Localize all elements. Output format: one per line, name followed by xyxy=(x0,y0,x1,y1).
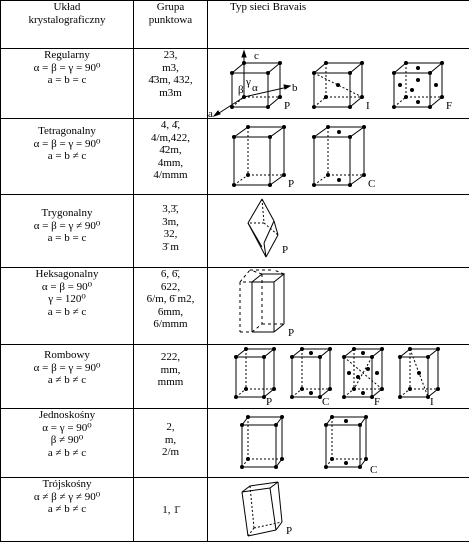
system-condition: a ≠ b ≠ c xyxy=(1,447,133,460)
system-condition: a ≠ b ≠ c xyxy=(1,503,133,516)
header-system-line1: Układ xyxy=(1,1,133,14)
point-group: m, xyxy=(134,434,207,447)
point-group: 1, 1̄ xyxy=(134,504,207,517)
system-cell xyxy=(1,119,134,195)
angle-label-alpha: α xyxy=(252,82,258,94)
point-group: m3m xyxy=(134,87,207,100)
system-name: Trygonalny xyxy=(1,207,133,220)
system-condition: a = b = c xyxy=(1,232,133,245)
lattice-label: I xyxy=(366,100,370,112)
system-cell xyxy=(1,345,134,409)
system-cell xyxy=(1,409,134,478)
system-condition: a = b ≠ c xyxy=(1,150,133,163)
row-triclinic xyxy=(1,478,469,542)
system-name: Rombowy xyxy=(1,349,133,362)
trigonal-lattice-drawing xyxy=(208,195,469,268)
system-condition: α = β = γ ≠ 90⁰ xyxy=(1,220,133,233)
system-name: Jednoskośny xyxy=(1,409,133,422)
row-orthorhombic xyxy=(1,345,469,409)
lattice-label: C xyxy=(370,464,377,476)
lattice-label: C xyxy=(322,396,329,408)
point-group: 6/mmm xyxy=(134,318,207,331)
row-tetragonal xyxy=(1,119,469,195)
angle-label-gamma: γ xyxy=(245,76,251,88)
system-condition: a = b = c xyxy=(1,74,133,87)
lattice-cell xyxy=(208,478,469,542)
point-group: 3m, xyxy=(134,216,207,229)
point-group: 23, xyxy=(134,49,207,62)
lattice-label: C xyxy=(368,178,375,190)
header-group-line1: Grupa xyxy=(134,1,207,14)
system-condition: a ≠ b ≠ c xyxy=(1,374,133,387)
point-group: 4, 4̄, xyxy=(134,119,207,132)
orthorhombic-lattices-drawing xyxy=(208,345,469,409)
lattice-cell xyxy=(208,409,469,478)
lattice-label: P xyxy=(288,327,294,339)
header-system xyxy=(1,1,134,49)
header-group-line2: punktowa xyxy=(134,14,207,27)
angle-label-beta: β xyxy=(238,84,244,96)
tetragonal-c-lattice xyxy=(314,127,364,185)
point-group: 2/m xyxy=(134,446,207,459)
lattice-label: P xyxy=(286,525,292,537)
monoclinic-lattices-drawing xyxy=(208,409,469,478)
system-name: Regularny xyxy=(1,49,133,62)
tetragonal-lattices-drawing xyxy=(208,119,469,195)
system-condition: α = β = γ = 90⁰ xyxy=(1,138,133,151)
system-condition: γ = 120⁰ xyxy=(1,293,133,306)
hexagonal-lattice-drawing xyxy=(208,268,469,345)
point-group: 4̄3m, 432, xyxy=(134,74,207,87)
triclinic-p-lattice xyxy=(242,482,282,536)
system-condition: α = β = γ = 90⁰ xyxy=(1,62,133,75)
hexagonal-p-lattice xyxy=(240,270,284,332)
row-trigonal xyxy=(1,195,469,268)
point-group: mm, xyxy=(134,364,207,377)
axis-label-b: b xyxy=(292,82,298,94)
point-group: 4mm, xyxy=(134,157,207,170)
header-row xyxy=(1,1,469,49)
lattice-label: P xyxy=(282,244,288,256)
trigonal-p-lattice xyxy=(248,199,278,257)
point-group: 4̄2m, xyxy=(134,144,207,157)
group-cell xyxy=(134,49,208,119)
system-cell xyxy=(1,268,134,345)
point-group: 6mm, xyxy=(134,306,207,319)
system-condition: β ≠ 90⁰ xyxy=(1,434,133,447)
orthorhombic-p-lattice xyxy=(236,349,274,397)
group-cell xyxy=(134,119,208,195)
lattice-label: P xyxy=(284,100,290,112)
row-hexagonal xyxy=(1,268,469,345)
lattice-label: I xyxy=(430,396,434,408)
header-group xyxy=(134,1,208,49)
lattice-cell xyxy=(208,195,469,268)
point-group: 3,3̄, xyxy=(134,203,207,216)
system-condition: α = β = γ = 90⁰ xyxy=(1,362,133,375)
axis-label-a: a xyxy=(208,108,213,119)
lattice-label: F xyxy=(446,100,452,112)
system-condition: a = b ≠ c xyxy=(1,306,133,319)
system-name: Trójskośny xyxy=(1,478,133,491)
point-group: 4/mmm xyxy=(134,169,207,182)
system-condition: α ≠ β ≠ γ ≠ 90⁰ xyxy=(1,491,133,504)
point-group: 222, xyxy=(134,351,207,364)
point-group: 4/m,422, xyxy=(134,132,207,145)
lattice-cell xyxy=(208,268,469,345)
axis-label-c: c xyxy=(254,50,259,62)
row-regular xyxy=(1,49,469,119)
system-cell xyxy=(1,195,134,268)
point-group: 6, 6̄, xyxy=(134,268,207,281)
lattice-cell xyxy=(208,119,469,195)
triclinic-lattice-drawing xyxy=(208,478,469,542)
row-monoclinic xyxy=(1,409,469,478)
point-group: mmm xyxy=(134,376,207,389)
group-cell xyxy=(134,195,208,268)
system-condition: α = β = 90⁰ xyxy=(1,281,133,294)
header-system-line2: krystalograficzny xyxy=(1,14,133,27)
lattice-label: F xyxy=(374,396,380,408)
group-cell xyxy=(134,345,208,409)
system-name: Tetragonalny xyxy=(1,125,133,138)
lattice-cell xyxy=(208,345,469,409)
point-group: 3̄ m xyxy=(134,241,207,254)
system-condition: α = γ = 90⁰ xyxy=(1,422,133,435)
point-group: 622, xyxy=(134,281,207,294)
tetragonal-p-lattice xyxy=(234,127,284,185)
header-bravais: Typ sieci Bravais xyxy=(208,1,469,49)
group-cell xyxy=(134,478,208,542)
lattice-label: P xyxy=(266,396,272,408)
point-group: 6/m, 6̄ m2, xyxy=(134,293,207,306)
point-group: 2, xyxy=(134,421,207,434)
group-cell xyxy=(134,409,208,478)
cubic-lattices-drawing xyxy=(208,49,469,119)
group-cell xyxy=(134,268,208,345)
system-cell xyxy=(1,478,134,542)
point-group: m3, xyxy=(134,62,207,75)
lattice-label: P xyxy=(288,178,294,190)
lattice-cell xyxy=(208,49,469,119)
point-group: 32, xyxy=(134,228,207,241)
system-cell xyxy=(1,49,134,119)
system-name: Heksagonalny xyxy=(1,268,133,281)
orthorhombic-c-lattice xyxy=(292,349,330,397)
